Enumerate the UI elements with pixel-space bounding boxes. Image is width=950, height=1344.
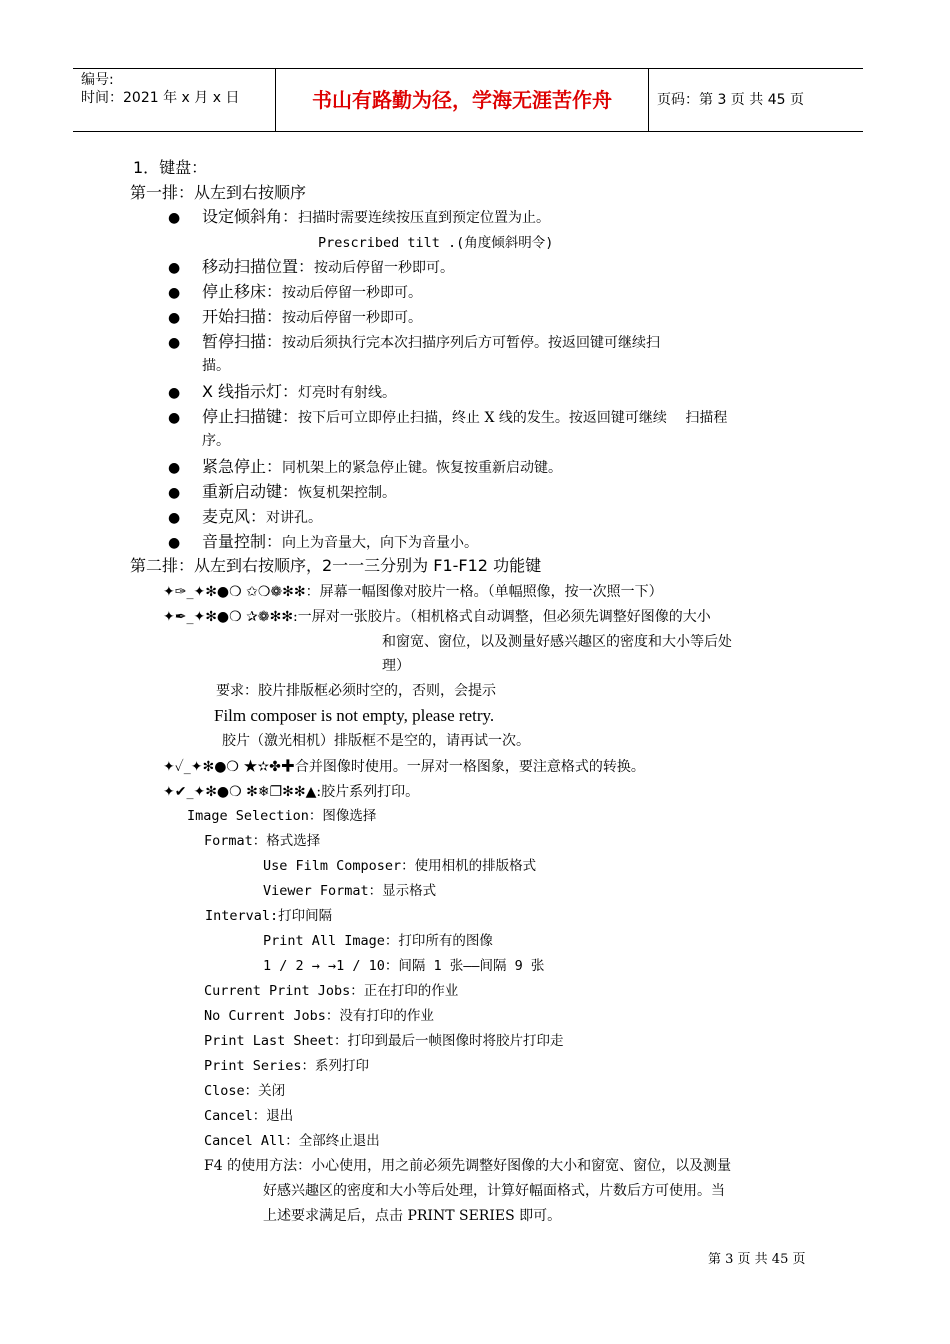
row2-title: 第二排：从左到右按顺序，2一一三分别为 F1-F12 功能键 [130,556,542,575]
header-meta [81,71,249,107]
bullet-icon: ● [168,310,181,326]
list-item: 暂停扫描：按动后须执行完本次扫描序列后方可暂停。按返回键可继续扫 [202,332,661,351]
film-message-cn: 胶片（激光相机）排版框不是空的，请再试一次。 [222,733,530,749]
list-item-cont: 序。 [202,433,230,449]
bullet-icon: ● [168,285,181,301]
page-header [73,68,863,132]
bullet-icon: ● [168,510,181,526]
header-motto: 书山有路勤为径，学海无涯苦作舟 [312,88,612,112]
list-item-extra: Prescribed tilt .(角度倾斜明令) [318,235,554,251]
menu-item: Cancel：退出 [204,1108,294,1124]
list-item: 麦克风：对讲孔。 [202,507,323,526]
list-item: 重新启动键：恢复机架控制。 [202,482,397,501]
bullet-icon: ● [168,535,181,551]
bullet-icon: ● [168,335,181,351]
bullet-icon: ● [168,410,181,426]
usage-text: 好感兴趣区的密度和大小等后处理，计算好幅面格式，片数后方可使用。当 [263,1183,725,1199]
menu-item: Format：格式选择 [204,833,321,849]
f2-line: ✦✒_✦✻●❍ ✰❁✻✻:一屏对一张胶片。（相机格式自动调整，但必须先调整好图像的大小 [163,609,711,625]
menu-item: Print Last Sheet：打印到最后一帧图像时将胶片打印走 [204,1033,564,1049]
f3-line: ✦✓_✦✻●❍ ★✫✤✚合并图像时使用。一屏对一格图象，要注意格式的转换。 [163,759,645,775]
requirement-text: 要求：胶片排版框必须时空的，否则，会提示 [216,683,496,699]
menu-item: Image Selection：图像选择 [187,808,377,824]
section-title: 1．键盘： [133,158,208,177]
bullet-icon: ● [168,385,181,401]
menu-item: Close：关闭 [204,1083,286,1099]
f2-line: 和窗宽、窗位，以及测量好感兴趣区的密度和大小等后处 [382,634,732,650]
list-item: 开始扫描：按动后停留一秒即可。 [202,307,423,326]
bullet-icon: ● [168,460,181,476]
f4-line: ✦✔_✦✻●❍ ✻❄❐✻✻▲:胶片系列打印。 [163,784,420,800]
menu-item: 1 / 2 → →1 / 10：间隔 1 张——间隔 9 张 [263,958,545,974]
bullet-icon: ● [168,260,181,276]
menu-item: Print Series：系列打印 [204,1058,370,1074]
number-label: 编号: [81,72,114,88]
header-divider [648,69,649,131]
menu-item: Interval:打印间隔 [205,908,333,924]
list-item: 移动扫描位置：按动后停留一秒即可。 [202,257,455,276]
menu-item: No Current Jobs：没有打印的作业 [204,1008,434,1024]
film-message: Film composer is not empty, please retry. [214,706,495,725]
f2-line: 理） [382,658,410,674]
menu-item: Cancel All：全部终止退出 [204,1133,380,1149]
bullet-icon: ● [168,210,181,226]
menu-item: Use Film Composer：使用相机的排版格式 [263,858,537,874]
list-item: 停止扫描键：按下后可立即停止扫描，终止 X 线的发生。按返回键可继续 扫描程 [202,407,728,426]
usage-text: F4 的使用方法：小心使用，用之前必须先调整好图像的大小和窗宽、窗位，以及测量 [204,1158,732,1174]
bullet-icon: ● [168,485,181,501]
time-label: 时间：2021 年 x 月 x 日 [81,90,240,106]
f1-line: ✦✑_✦✻●❍ ✩❍❁✻✻：屏幕一幅图像对胶片一格。（单幅照像，按一次照一下） [163,584,663,600]
menu-item: Viewer Format：显示格式 [263,883,437,899]
list-item-cont: 描。 [202,358,230,374]
menu-item: Print All Image：打印所有的图像 [263,933,493,949]
page-footer: 第 3 页 共 45 页 [708,1252,806,1267]
list-item: 停止移床：按动后停留一秒即可。 [202,282,423,301]
menu-item: Current Print Jobs：正在打印的作业 [204,983,459,999]
usage-text: 上述要求满足后，点击 PRINT SERIES 即可。 [263,1208,562,1224]
list-item: 音量控制：向上为音量大，向下为音量小。 [202,532,479,551]
list-item: 紧急停止：同机架上的紧急停止键。恢复按重新启动键。 [202,457,563,476]
list-item: X 线指示灯：灯亮时有射线。 [202,382,397,401]
row1-title: 第一排：从左到右按顺序 [130,183,307,202]
header-page-label: 页码：第 3 页 共 45 页 [657,92,804,108]
list-item: 设定倾斜角：扫描时需要连续按压直到预定位置为止。 [202,207,551,226]
